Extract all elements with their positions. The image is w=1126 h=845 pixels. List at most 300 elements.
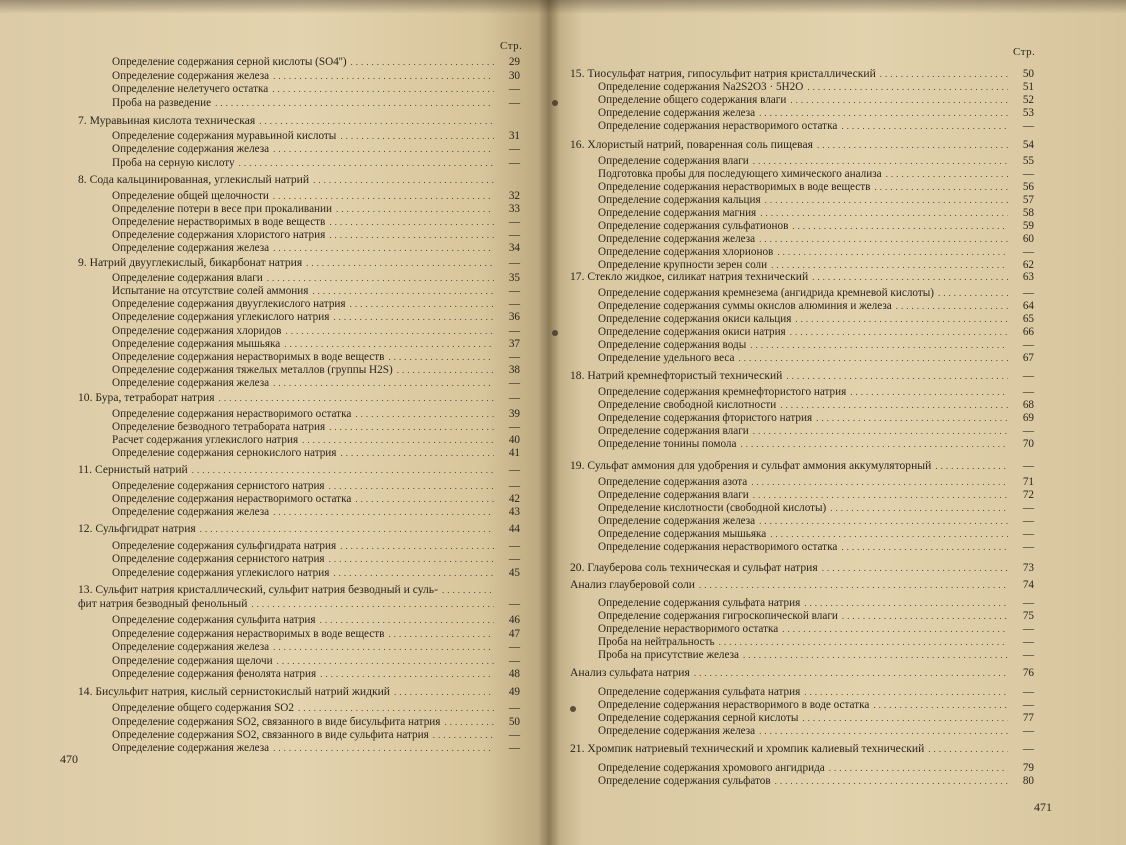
leader-dots xyxy=(780,399,1008,412)
toc-section-heading xyxy=(570,369,1034,382)
toc-entry-title: Определение крупности зерен соли xyxy=(598,259,768,271)
toc-entry xyxy=(598,649,1034,662)
leader-dots xyxy=(302,434,494,447)
leader-dots xyxy=(273,377,494,390)
leader-dots xyxy=(896,300,1008,313)
toc-entry xyxy=(598,120,1034,133)
toc-section-heading xyxy=(78,522,520,535)
toc-entry-page: 77 xyxy=(1022,712,1034,724)
leader-dots xyxy=(284,338,494,351)
leader-dots xyxy=(285,325,494,338)
toc-entry xyxy=(112,311,520,324)
toc-entry-page: 60 xyxy=(1022,233,1034,245)
toc-entry-title: Определение содержания сульфатов xyxy=(598,775,771,787)
toc-entry-page: — xyxy=(1022,743,1034,755)
leader-dots xyxy=(759,107,1008,120)
toc-entry xyxy=(598,541,1034,554)
leader-dots xyxy=(200,523,494,536)
leader-dots xyxy=(312,285,494,298)
toc-entry xyxy=(112,447,520,460)
toc-entry-title: Определение содержания кремнефтористого натрия xyxy=(598,386,847,398)
toc-entry-title: 13. Сульфит натрия кристаллический, сульфит натрия безводный и суль- xyxy=(78,583,438,596)
toc-section-heading xyxy=(78,256,520,269)
toc-entry-title: Определение общей щелочности xyxy=(112,190,269,202)
toc-entry-title: Определение содержания окиси натрия xyxy=(598,326,786,338)
page-column-header: Стр. xyxy=(1013,46,1036,58)
leader-dots xyxy=(719,636,1008,649)
leader-dots xyxy=(792,220,1008,233)
toc-entry-page: 33 xyxy=(508,203,520,215)
toc-entry-title: Определение содержания сульфатионов xyxy=(598,220,789,232)
toc-entry-page: — xyxy=(508,83,520,95)
toc-entry xyxy=(112,351,520,364)
toc-entry-title: Определение безводного тетрабората натрия xyxy=(112,421,326,433)
toc-entry-title: Определение нерастворимых в воде веществ xyxy=(112,216,326,228)
toc-entry-title: Определение содержания серной кислоты (SO4'') xyxy=(112,56,347,68)
toc-entry xyxy=(598,476,1034,489)
leader-dots xyxy=(694,667,1008,680)
toc-entry-page: — xyxy=(1022,649,1034,661)
toc-entry-page: — xyxy=(1022,168,1034,180)
leader-dots xyxy=(340,540,494,553)
toc-entry xyxy=(598,425,1034,438)
toc-entry-title: Определение содержания железа xyxy=(112,70,270,82)
leader-dots xyxy=(273,70,494,83)
toc-entry-page: — xyxy=(508,480,520,492)
toc-entry-page: — xyxy=(508,157,520,169)
toc-section-heading xyxy=(78,173,520,186)
toc-entry-title: Определение нерастворимого остатка xyxy=(598,623,779,635)
toc-entry-page: 43 xyxy=(508,506,520,518)
toc-entry xyxy=(598,699,1034,712)
toc-entry-page: 73 xyxy=(1022,562,1034,574)
toc-entry-title: Подготовка пробы для последующего химического анализа xyxy=(598,168,882,180)
toc-entry-title: Определение содержания суммы окислов алюминия и железа xyxy=(598,300,892,312)
toc-entry-page: 53 xyxy=(1022,107,1034,119)
toc-entry xyxy=(112,338,520,351)
leader-dots xyxy=(355,408,494,421)
toc-entry-title: Определение содержания кальция xyxy=(598,194,761,206)
leader-dots xyxy=(273,506,494,519)
toc-entry xyxy=(598,686,1034,699)
toc-entry xyxy=(112,216,520,229)
toc-entry-page: — xyxy=(508,392,520,404)
toc-entry xyxy=(112,130,520,143)
toc-entry-title: Определение содержания сульфгидрата натрия xyxy=(112,540,337,552)
toc-entry xyxy=(598,775,1034,788)
leader-dots xyxy=(336,203,494,216)
toc-entry-title: 17. Стекло жидкое, силикат натрия технический xyxy=(570,270,809,283)
toc-section-heading xyxy=(78,114,520,127)
toc-entry-title: 19. Сульфат аммония для удобрения и сульфат аммония аккумуляторный xyxy=(570,459,932,472)
toc-entry-page: — xyxy=(508,729,520,741)
leader-dots xyxy=(790,326,1008,339)
toc-entry-title: Определение содержания железа xyxy=(112,506,270,518)
toc-entry-page: — xyxy=(1022,515,1034,527)
toc-entry-title: Определение потери в весе при прокаливании xyxy=(112,203,332,215)
toc-entry xyxy=(598,246,1034,259)
leader-dots xyxy=(219,392,494,405)
toc-entry-page: 40 xyxy=(508,434,520,446)
toc-entry-title: 12. Сульфгидрат натрия xyxy=(78,522,196,535)
right-page xyxy=(548,0,1126,845)
toc-entry-page: — xyxy=(508,97,520,109)
toc-section-heading xyxy=(570,578,1034,591)
leader-dots xyxy=(259,115,494,128)
toc-entry-page: — xyxy=(1022,623,1034,635)
toc-entry xyxy=(598,489,1034,502)
leader-dots xyxy=(759,233,1008,246)
toc-entry-title: Определение содержания муравьиной кислоты xyxy=(112,130,337,142)
leader-dots xyxy=(886,168,1008,181)
toc-entry-page: — xyxy=(508,553,520,565)
toc-section-heading xyxy=(78,583,520,596)
toc-entry-page: — xyxy=(508,229,520,241)
toc-entry-title: Определение содержания хромового ангидрида xyxy=(598,762,825,774)
page-number: 471 xyxy=(1034,800,1052,814)
leader-dots xyxy=(782,623,1008,636)
toc-entry-page: 74 xyxy=(1022,579,1034,591)
toc-entry-title: Расчет содержания углекислого натрия xyxy=(112,434,299,446)
toc-section-heading xyxy=(78,391,520,404)
toc-entry xyxy=(598,399,1034,412)
toc-entry-page: 39 xyxy=(508,408,520,420)
toc-entry-page: 66 xyxy=(1022,326,1034,338)
leader-dots xyxy=(329,480,494,493)
toc-entry-title: Определение нелетучего остатка xyxy=(112,83,269,95)
toc-entry-title: Определение содержания железа xyxy=(112,377,270,389)
toc-entry-title: Определение содержания нерастворимых в воде веществ xyxy=(112,351,385,363)
leader-dots xyxy=(938,287,1008,300)
leader-dots xyxy=(433,729,494,742)
toc-entry xyxy=(112,83,520,96)
toc-entry xyxy=(112,203,520,216)
toc-entry-page: 68 xyxy=(1022,399,1034,411)
toc-entry-title: Определение содержания железа xyxy=(598,515,756,527)
leader-dots xyxy=(333,311,494,324)
toc-entry xyxy=(598,194,1034,207)
toc-entry xyxy=(112,56,520,69)
toc-entry-title: Определение тонины помола xyxy=(598,438,737,450)
toc-entry-page: 41 xyxy=(508,447,520,459)
toc-entry-page: — xyxy=(508,143,520,155)
leader-dots xyxy=(273,641,494,654)
toc-entry-title: Определение содержания воды xyxy=(598,339,747,351)
toc-entry xyxy=(598,339,1034,352)
toc-entry-title: Определение содержания нерастворимых в воде веществ xyxy=(598,181,871,193)
toc-entry xyxy=(598,386,1034,399)
toc-entry-page: — xyxy=(508,298,520,310)
toc-entry-page: 50 xyxy=(508,716,520,728)
leader-dots xyxy=(928,743,1008,756)
toc-entry-page: — xyxy=(508,216,520,228)
leader-dots xyxy=(273,143,494,156)
leader-dots xyxy=(753,425,1008,438)
toc-entry-title: 15. Тиосульфат натрия, гипосульфит натрия кристаллический xyxy=(570,67,876,80)
toc-entry-title: Определение содержания углекислого натрия xyxy=(112,567,330,579)
toc-entry-page: — xyxy=(508,598,520,610)
toc-entry-title: Определение содержания хлоридов xyxy=(112,325,282,337)
toc-entry xyxy=(112,729,520,742)
toc-entry xyxy=(112,567,520,580)
toc-entry-title: Определение содержания железа xyxy=(112,742,270,754)
leader-dots xyxy=(306,257,494,270)
toc-entry-page: 34 xyxy=(508,242,520,254)
leader-dots xyxy=(313,174,494,187)
toc-entry xyxy=(112,540,520,553)
toc-entry xyxy=(112,285,520,298)
leader-dots xyxy=(804,597,1008,610)
toc-entry-page: 29 xyxy=(508,56,520,68)
toc-entry-title: Определение содержания нерастворимого остатка xyxy=(112,408,352,420)
toc-entry xyxy=(112,434,520,447)
toc-entry xyxy=(598,107,1034,120)
toc-entry-title: Определение содержания магния xyxy=(598,207,757,219)
leader-dots xyxy=(802,712,1008,725)
toc-entry-page: 62 xyxy=(1022,259,1034,271)
toc-entry-page: 49 xyxy=(508,686,520,698)
toc-section-heading xyxy=(78,463,520,476)
toc-entry-page: 54 xyxy=(1022,139,1034,151)
toc-entry-page: — xyxy=(1022,725,1034,737)
toc-entry xyxy=(598,155,1034,168)
toc-entry-title: Определение содержания SO2, связанного в виде бисульфита натрия xyxy=(112,716,441,728)
leader-dots xyxy=(830,502,1008,515)
toc-entry xyxy=(112,325,520,338)
toc-entry-page: 71 xyxy=(1022,476,1034,488)
toc-entry-page: 67 xyxy=(1022,352,1034,364)
toc-entry xyxy=(598,300,1034,313)
leader-dots xyxy=(765,194,1008,207)
toc-entry xyxy=(112,157,520,170)
toc-entry-page: 59 xyxy=(1022,220,1034,232)
toc-entry-page: 75 xyxy=(1022,610,1034,622)
leader-dots xyxy=(329,216,494,229)
toc-entry xyxy=(598,412,1034,425)
toc-entry-title: Определение содержания серной кислоты xyxy=(598,712,799,724)
leader-dots xyxy=(750,339,1008,352)
toc-entry xyxy=(598,502,1034,515)
toc-entry-title: Определение содержания мышьяка xyxy=(598,528,767,540)
toc-entry-page: — xyxy=(1022,370,1034,382)
toc-entry-title: Определение содержания нерастворимых в воде веществ xyxy=(112,628,385,640)
binding-hole xyxy=(570,706,576,712)
page-column-header: Стр. xyxy=(500,40,523,52)
toc-entry-title: Определение содержания сернокислого натрия xyxy=(112,447,337,459)
toc-entry-page: 51 xyxy=(1022,81,1034,93)
leader-dots xyxy=(841,120,1008,133)
toc-section-heading xyxy=(78,685,520,698)
toc-section-heading xyxy=(570,561,1034,574)
toc-entry-title: Анализ сульфата натрия xyxy=(570,666,690,679)
toc-entry-page: 58 xyxy=(1022,207,1034,219)
leader-dots xyxy=(388,628,494,641)
toc-entry-page: 55 xyxy=(1022,155,1034,167)
toc-entry-page: — xyxy=(508,257,520,269)
toc-entry-page: 69 xyxy=(1022,412,1034,424)
toc-entry-title: Определение содержания гигроскопической влаги xyxy=(598,610,838,622)
toc-entry-page: 35 xyxy=(508,272,520,284)
leader-dots xyxy=(759,725,1008,738)
toc-entry-title: Определение содержания хлорионов xyxy=(598,246,774,258)
toc-entry-title: 18. Натрий кремнефтористый технический xyxy=(570,369,783,382)
toc-entry-page: — xyxy=(508,540,520,552)
toc-entry-page: 79 xyxy=(1022,762,1034,774)
toc-entry xyxy=(112,70,520,83)
toc-entry-title: Проба на разведение xyxy=(112,97,212,109)
toc-entry xyxy=(598,610,1034,623)
toc-entry xyxy=(598,81,1034,94)
toc-entry xyxy=(112,364,520,377)
toc-entry-title: 11. Сернистый натрий xyxy=(78,463,188,476)
toc-entry xyxy=(112,742,520,755)
toc-entry-page: 31 xyxy=(508,130,520,142)
leader-dots xyxy=(272,83,494,96)
toc-entry-page: 32 xyxy=(508,190,520,202)
toc-entry-page: — xyxy=(1022,699,1034,711)
toc-entry-page: 57 xyxy=(1022,194,1034,206)
leader-dots xyxy=(738,352,1008,365)
toc-entry-page: 45 xyxy=(508,567,520,579)
leader-dots xyxy=(355,493,494,506)
leader-dots xyxy=(759,515,1008,528)
toc-entry xyxy=(112,377,520,390)
toc-section-heading xyxy=(570,138,1034,151)
toc-entry-page: — xyxy=(508,702,520,714)
toc-entry xyxy=(112,702,520,715)
leader-dots xyxy=(743,649,1008,662)
toc-entry-page: — xyxy=(1022,287,1034,299)
leader-dots xyxy=(817,139,1008,152)
toc-entry-title: Определение содержания кремнезема (ангидрида кремневой кислоты) xyxy=(598,287,934,299)
toc-entry-title: Определение содержания Na2S2O3 · 5H2O xyxy=(598,81,804,93)
toc-entry-title: Определение общего содержания влаги xyxy=(598,94,787,106)
toc-entry xyxy=(598,207,1034,220)
toc-entry xyxy=(598,313,1034,326)
toc-entry-title: Определение содержания щелочи xyxy=(112,655,273,667)
toc-entry-title: Определение содержания мышьяка xyxy=(112,338,281,350)
toc-entry xyxy=(112,716,520,729)
toc-entry-title: Проба на нейтральность xyxy=(598,636,715,648)
toc-entry-title: Определение содержания железа xyxy=(112,641,270,653)
toc-entry-title: 9. Натрий двууглекислый, бикарбонат натрия xyxy=(78,256,303,269)
leader-dots xyxy=(320,668,494,681)
leader-dots xyxy=(935,460,1008,473)
toc-entry-page: — xyxy=(1022,246,1034,258)
toc-entry xyxy=(598,233,1034,246)
leader-dots xyxy=(777,246,1008,259)
toc-entry xyxy=(598,181,1034,194)
leader-dots xyxy=(397,364,494,377)
toc-entry-page: 65 xyxy=(1022,313,1034,325)
leader-dots xyxy=(444,716,494,729)
toc-entry-title: Определение содержания фтористого натрия xyxy=(598,412,813,424)
toc-entry-title: Определение содержания нерастворимого остатка xyxy=(598,120,838,132)
toc-entry xyxy=(598,352,1034,365)
toc-entry-title: Испытание на отсутствие солей аммония xyxy=(112,285,309,297)
toc-entry-title: Определение содержания сернистого натрия xyxy=(112,480,325,492)
toc-entry xyxy=(598,287,1034,300)
leader-dots xyxy=(807,81,1008,94)
toc-entry-page: 76 xyxy=(1022,667,1034,679)
toc-entry-title: Проба на присутствие железа xyxy=(598,649,739,661)
toc-entry-page: — xyxy=(508,421,520,433)
toc-entry xyxy=(598,528,1034,541)
leader-dots xyxy=(699,579,1008,592)
toc-entry-title: Определение содержания влаги xyxy=(112,272,263,284)
leader-dots xyxy=(329,421,494,434)
left-page xyxy=(0,0,548,845)
toc-section-heading xyxy=(570,67,1034,80)
toc-entry-page: — xyxy=(508,285,520,297)
leader-dots xyxy=(192,464,494,477)
leader-dots xyxy=(394,686,494,699)
toc-entry-page: 70 xyxy=(1022,438,1034,450)
leader-dots xyxy=(273,742,494,755)
toc-section-heading xyxy=(78,597,520,610)
leader-dots xyxy=(804,686,1008,699)
leader-dots xyxy=(753,155,1008,168)
leader-dots xyxy=(760,207,1008,220)
toc-entry-title: 7. Муравьиная кислота техническая xyxy=(78,114,256,127)
toc-entry-page: 47 xyxy=(508,628,520,640)
toc-entry xyxy=(112,408,520,421)
toc-entry-title: 14. Бисульфит натрия, кислый сернистокислый натрий жидкий xyxy=(78,685,391,698)
leader-dots xyxy=(267,272,494,285)
leader-dots xyxy=(829,762,1008,775)
toc-entry xyxy=(598,636,1034,649)
toc-section-heading xyxy=(570,459,1034,472)
toc-entry xyxy=(598,623,1034,636)
toc-entry-title: фит натрия безводный фенольный xyxy=(78,597,248,610)
toc-entry-title: Определение содержания сульфата натрия xyxy=(598,597,801,609)
toc-entry xyxy=(112,506,520,519)
leader-dots xyxy=(273,190,494,203)
page-number: 470 xyxy=(60,752,78,766)
toc-entry xyxy=(112,628,520,641)
toc-entry-page: — xyxy=(1022,528,1034,540)
toc-entry xyxy=(598,438,1034,451)
toc-entry-title: Определение содержания хлористого натрия xyxy=(112,229,326,241)
toc-entry xyxy=(112,641,520,654)
leader-dots xyxy=(842,610,1008,623)
toc-entry xyxy=(112,242,520,255)
leader-dots xyxy=(277,655,494,668)
toc-entry-title: Анализ глауберовой соли xyxy=(570,578,696,591)
leader-dots xyxy=(298,702,494,715)
toc-entry-page: — xyxy=(1022,386,1034,398)
toc-entry-page: — xyxy=(508,325,520,337)
toc-entry-title: Определение содержания железа xyxy=(598,233,756,245)
toc-entry-title: Определение содержания железа xyxy=(112,143,270,155)
toc-entry-page: — xyxy=(1022,636,1034,648)
toc-entry-page: — xyxy=(508,742,520,754)
leader-dots xyxy=(753,489,1008,502)
toc-entry xyxy=(598,515,1034,528)
toc-entry-title: Определение содержания влаги xyxy=(598,425,749,437)
toc-entry-title: 10. Бура, тетраборат натрия xyxy=(78,391,215,404)
toc-entry-title: Определение содержания фенолята натрия xyxy=(112,668,317,680)
leader-dots xyxy=(340,130,494,143)
book-gutter xyxy=(538,0,560,845)
toc-entry-title: Определение удельного веса xyxy=(598,352,735,364)
leader-dots xyxy=(350,298,494,311)
toc-entry xyxy=(112,272,520,285)
leader-dots xyxy=(822,562,1008,575)
toc-entry-title: Определение содержания железа xyxy=(598,725,756,737)
toc-entry-page: — xyxy=(1022,425,1034,437)
leader-dots xyxy=(329,229,494,242)
